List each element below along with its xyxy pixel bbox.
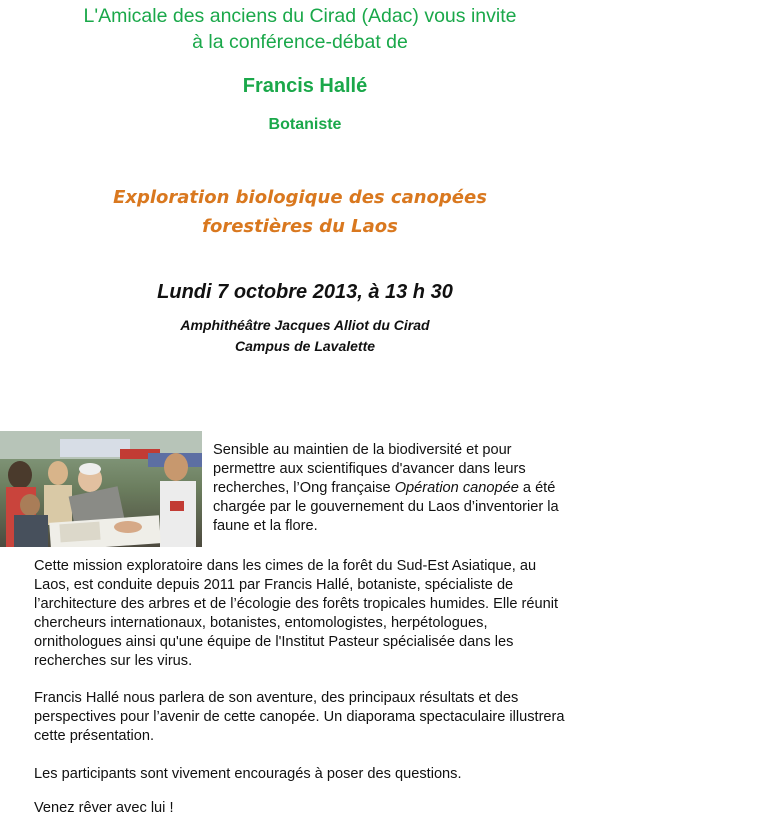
venue-line-2: Campus de Lavalette [234,338,376,354]
closing-line: Venez rêver avec lui ! [34,800,174,816]
talk-title-line-2: forestières du Laos [202,216,398,237]
invitation-line-1: L'Amicale des anciens du Cirad (Adac) vous invite [83,5,517,27]
event-venue [100,315,510,357]
talk-title-line-1: Exploration biologique des canopées [113,187,487,208]
talk-paragraph: Francis Hallé nous parlera de son aventure, des principaux résultats et des perspectives pour l’avenir de cette canopée. Un diaporama spectaculaire illustrera cette présentation. [34,690,565,744]
mission-paragraph: Cette mission exploratoire dans les cimes de la forêt du Sud-Est Asiatique, au Laos, est conduite depuis 2011 par Francis Hallé, botaniste, spécialiste de l’architecture des arbres et de l’écologie des forêts tropicales humides. Elle réunit chercheurs internationaux, botanistes, entomologistes, herpétologues, ornithologues ainsi qu'une équipe de l'Institut Pasteur spécialisée dans les recherches sur les virus. [34,558,559,669]
invitation-heading [30,3,570,55]
intro-paragraph [213,441,573,536]
photo-illustration [0,431,202,547]
field-team-photo [0,431,202,547]
questions-paragraph: Les participants sont vivement encouragés à poser des questions. [34,766,462,782]
intro-text-start: Sensible au maintien de la biodiversité et pour permettre aux scientifiques d'avancer dans leurs recherches, l’Ong française [213,442,526,496]
event-date: Lundi 7 octobre 2013, à 13 h 30 [157,281,453,303]
invitation-line-2: à la conférence-débat de [192,31,408,53]
talk-title [90,183,510,241]
ngo-name: Opération canopée [394,480,519,496]
speaker-name: Francis Hallé [242,75,368,97]
venue-line-1: Amphithéâtre Jacques Alliot du Cirad [180,317,430,333]
intro-text-end: a été chargée par le gouvernement du Laos d’inventorier la faune et la flore. [213,480,559,534]
speaker-role: Botaniste [268,116,342,133]
